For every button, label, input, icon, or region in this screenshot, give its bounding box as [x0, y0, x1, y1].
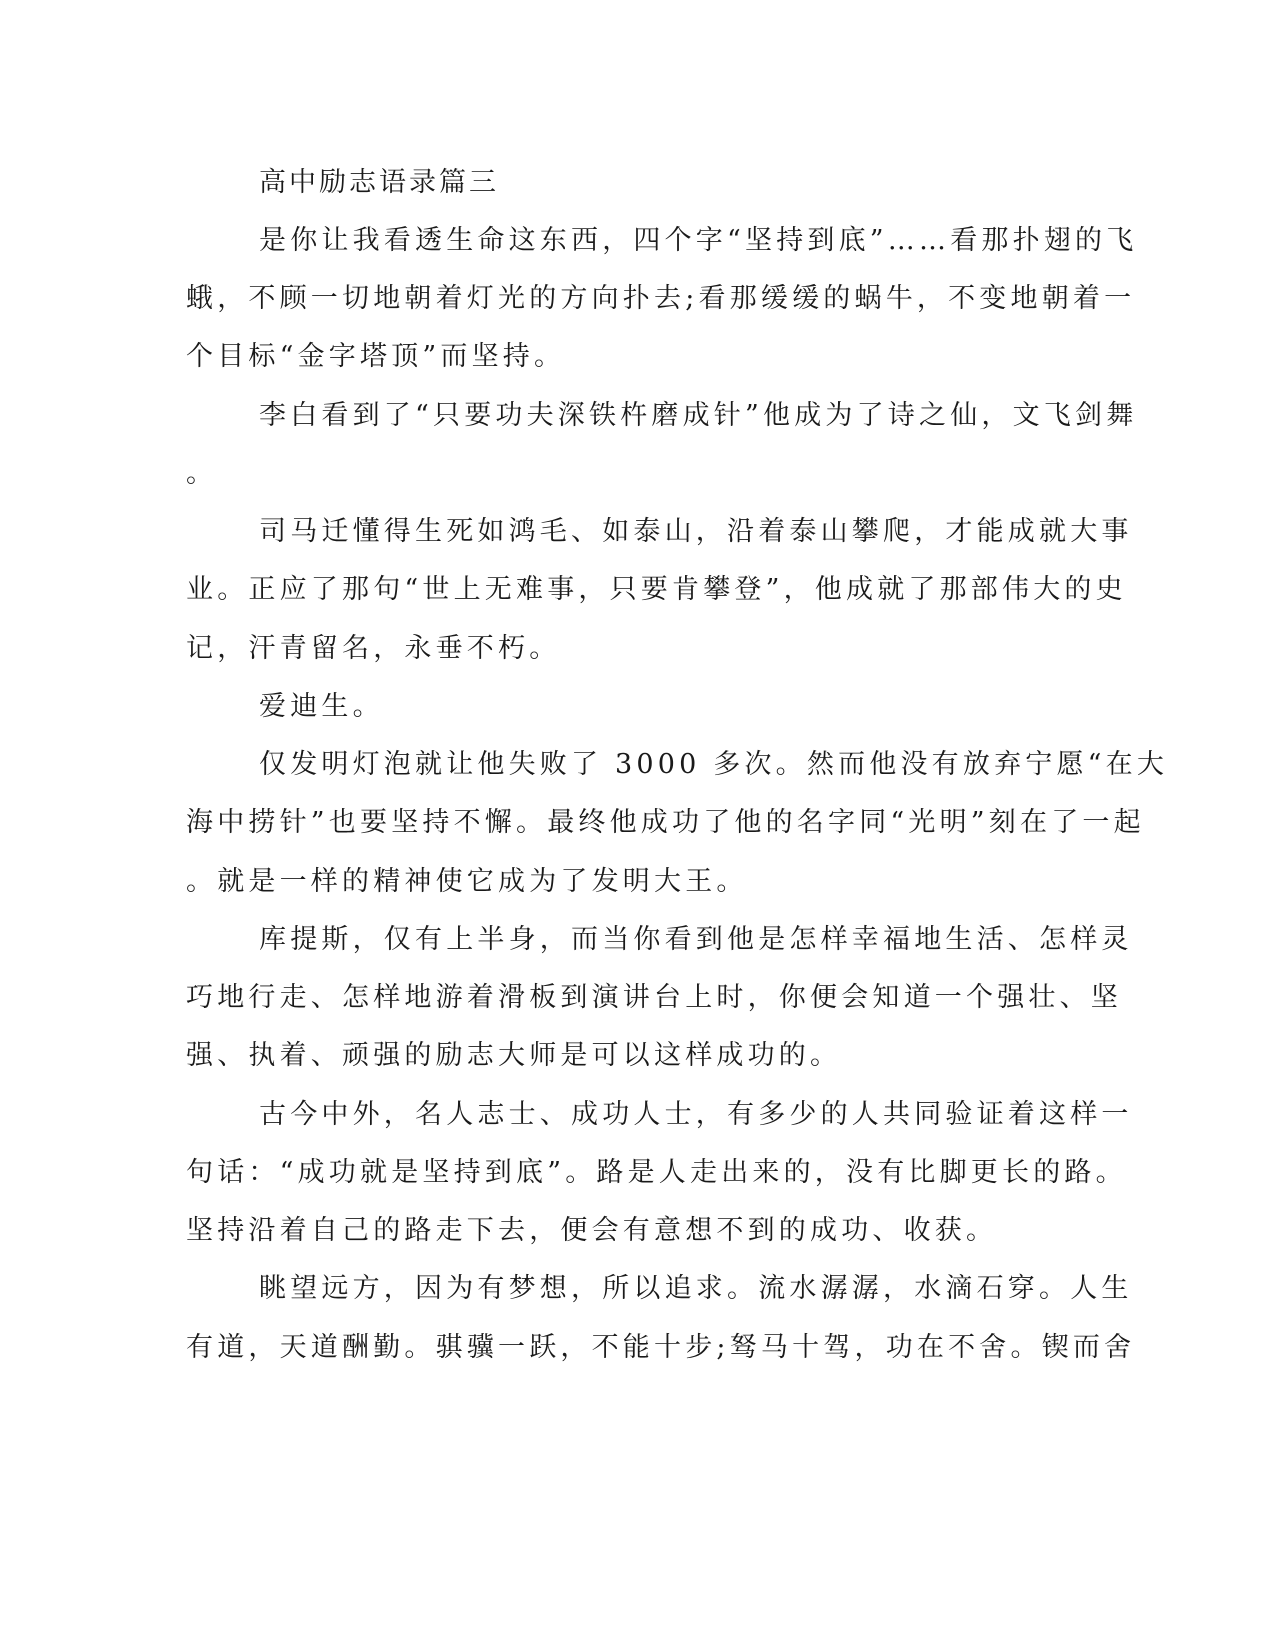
- paragraph-line: 个目标“金字塔顶”而坚持。: [186, 341, 566, 372]
- paragraph-line: 记，汗青留名，永垂不朽。: [186, 633, 561, 664]
- paragraph-line: 眺望远方，因为有梦想，所以追求。流水潺潺，水滴石穿。人生: [259, 1273, 1133, 1304]
- paragraph-line: 句话：“成功就是坚持到底”。路是人走出来的，没有比脚更长的路。: [186, 1157, 1127, 1188]
- paragraph-line: 司马迁懂得生死如鸿毛、如泰山，沿着泰山攀爬，才能成就大事: [259, 516, 1133, 547]
- paragraph-line: 强、执着、顽强的励志大师是可以这样成功的。: [186, 1040, 842, 1071]
- paragraph-line: 。: [186, 458, 218, 489]
- paragraph-line: 蛾，不顾一切地朝着灯光的方向扑去;看那缓缓的蜗牛，不变地朝着一: [186, 283, 1136, 314]
- paragraph-line: 李白看到了“只要功夫深铁杵磨成针”他成为了诗之仙，文飞剑舞: [259, 400, 1138, 431]
- paragraph-line: 巧地行走、怎样地游着滑板到演讲台上时，你便会知道一个强壮、坚: [186, 982, 1122, 1013]
- paragraph-line: 仅发明灯泡就让他失败了 3000 多次。然而他没有放弃宁愿“在大: [259, 749, 1169, 780]
- paragraph-line: 库提斯，仅有上半身，而当你看到他是怎样幸福地生活、怎样灵: [259, 924, 1133, 955]
- paragraph-line: 古今中外，名人志士、成功人士，有多少的人共同验证着这样一: [259, 1099, 1133, 1130]
- document-title: 高中励志语录篇三: [259, 167, 499, 198]
- paragraph-line: 有道，天道酬勤。骐骥一跃，不能十步;驽马十驾，功在不舍。锲而舍: [186, 1332, 1136, 1363]
- paragraph-line: 。就是一样的精神使它成为了发明大王。: [186, 866, 748, 897]
- paragraph-line: 海中捞针”也要坚持不懈。最终他成功了他的名字同“光明”刻在了一起: [186, 807, 1145, 838]
- paragraph-line: 是你让我看透生命这东西，四个字“坚持到底”……看那扑翅的飞: [259, 225, 1138, 256]
- paragraph-line: 爱迪生。: [259, 691, 384, 722]
- paragraph-line: 业。正应了那句“世上无难事，只要肯攀登”，他成就了那部伟大的史: [186, 574, 1127, 605]
- paragraph-line: 坚持沿着自己的路走下去，便会有意想不到的成功、收获。: [186, 1215, 998, 1246]
